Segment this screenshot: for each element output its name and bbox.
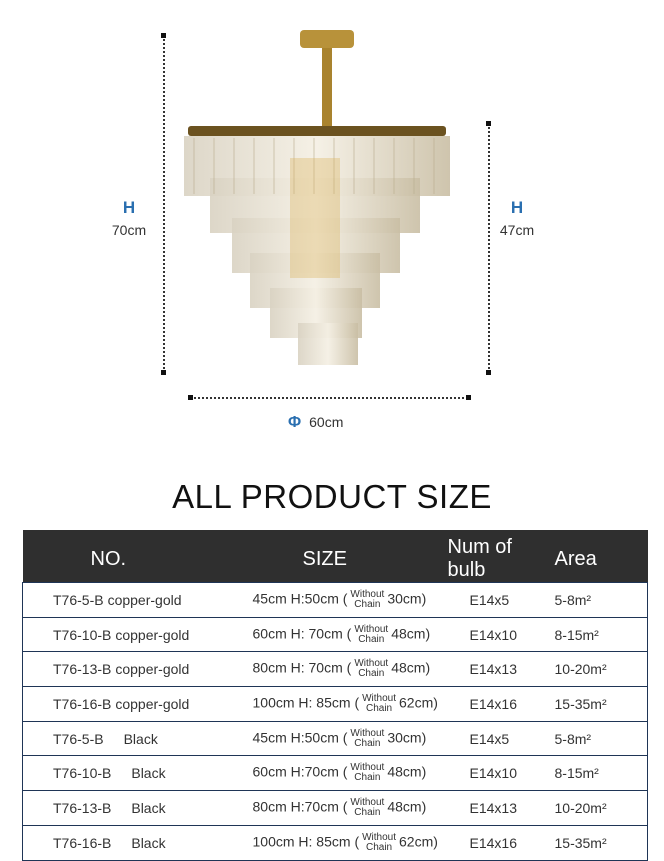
chain-text: Chain xyxy=(358,668,385,680)
finish-name: copper-gold xyxy=(107,591,182,608)
total-height-line xyxy=(163,36,165,372)
without-chain-note xyxy=(362,694,396,714)
height: H:50cm xyxy=(290,729,339,746)
header-area: Area xyxy=(554,547,597,570)
finish-name: copper-gold xyxy=(115,695,190,712)
without-text: Without xyxy=(350,762,385,774)
finish-name: copper-gold xyxy=(115,661,190,678)
cell-size xyxy=(213,687,448,722)
cell-model xyxy=(23,825,213,860)
dim-marker xyxy=(486,121,491,126)
paren-open: ( xyxy=(346,659,352,676)
without-text: Without xyxy=(362,692,397,704)
cell-size xyxy=(213,721,448,756)
cell-area: 5-8m² xyxy=(543,721,648,756)
without-chain-note xyxy=(350,729,384,749)
cell-bulb: E14x10 xyxy=(448,756,543,791)
size-table xyxy=(22,530,648,861)
header-size: SIZE xyxy=(302,547,347,570)
table-row xyxy=(23,583,648,618)
cell-model xyxy=(23,583,213,618)
paren-open: ( xyxy=(354,833,360,850)
cell-model xyxy=(23,652,213,687)
cell-bulb: E14x5 xyxy=(448,721,543,756)
model-number: T76-5-B xyxy=(53,730,104,747)
diameter-value: 60cm xyxy=(309,414,344,430)
chandelier-image xyxy=(170,28,460,368)
cell-bulb: E14x13 xyxy=(448,652,543,687)
without-text: Without xyxy=(354,623,389,635)
cell-area: 10-20m² xyxy=(543,791,648,826)
cell-area: 15-35m² xyxy=(543,825,648,860)
dim-marker xyxy=(188,395,193,400)
chain-text: Chain xyxy=(354,772,381,784)
body-height: 30cm) xyxy=(387,590,427,607)
cell-bulb: E14x16 xyxy=(448,825,543,860)
height-value: 70cm xyxy=(111,222,147,238)
cell-bulb: E14x5 xyxy=(448,583,543,618)
without-chain-note xyxy=(362,833,396,853)
paren-open: ( xyxy=(342,729,348,746)
diameter: 100cm xyxy=(252,833,295,850)
cell-model xyxy=(23,687,213,722)
cell-model xyxy=(23,617,213,652)
height-letter: H xyxy=(122,198,136,217)
cell-area: 8-15m² xyxy=(543,756,648,791)
chain-text: Chain xyxy=(358,633,385,645)
without-text: Without xyxy=(350,588,385,600)
finish-name: Black xyxy=(123,730,158,747)
paren-open: ( xyxy=(342,590,348,607)
body-height: 48cm) xyxy=(387,763,427,780)
height: H:50cm xyxy=(290,590,339,607)
cell-size xyxy=(213,652,448,687)
cell-size xyxy=(213,756,448,791)
finish-name: copper-gold xyxy=(115,626,190,643)
header-bulb: Num of bulb xyxy=(447,536,512,581)
paren-open: ( xyxy=(354,694,360,711)
height: H: 85cm xyxy=(298,833,351,850)
cell-area: 10-20m² xyxy=(543,652,648,687)
model-number: T76-10-B xyxy=(53,765,112,782)
table-row xyxy=(23,791,648,826)
header-no: NO. xyxy=(90,547,127,570)
height: H:70cm xyxy=(290,798,339,815)
chain-text: Chain xyxy=(354,806,381,818)
cell-model xyxy=(23,721,213,756)
body-height: 62cm) xyxy=(399,694,438,711)
without-chain-note xyxy=(354,659,388,679)
paren-open: ( xyxy=(346,625,352,642)
diameter: 80cm xyxy=(252,659,287,676)
without-chain-note xyxy=(350,798,384,818)
paren-open: ( xyxy=(342,763,348,780)
diameter-line xyxy=(190,397,468,399)
height-value: 47cm xyxy=(499,222,535,238)
cell-bulb: E14x13 xyxy=(448,791,543,826)
model-number: T76-16-B xyxy=(53,834,112,851)
without-chain-note xyxy=(354,625,388,645)
cell-model xyxy=(23,791,213,826)
cell-size xyxy=(213,617,448,652)
diameter: 100cm xyxy=(252,694,295,711)
table-row xyxy=(23,652,648,687)
without-text: Without xyxy=(350,796,385,808)
height: H:70cm xyxy=(290,763,339,780)
paren-open: ( xyxy=(342,798,348,815)
table-header-row xyxy=(23,530,648,583)
without-chain-note xyxy=(350,590,384,610)
table-row xyxy=(23,721,648,756)
chain-text: Chain xyxy=(365,702,393,714)
body-height: 30cm) xyxy=(387,729,427,746)
body-height: 62cm) xyxy=(399,833,438,850)
without-text: Without xyxy=(362,831,397,843)
cell-bulb: E14x10 xyxy=(448,617,543,652)
chain-text: Chain xyxy=(354,737,381,749)
model-number: T76-10-B xyxy=(53,626,112,643)
without-text: Without xyxy=(350,727,385,739)
height: H: 70cm xyxy=(290,659,343,676)
model-number: T76-16-B xyxy=(53,695,112,712)
total-height-label xyxy=(104,198,154,238)
table-row xyxy=(23,687,648,722)
body-height-line xyxy=(488,124,490,372)
height: H: 85cm xyxy=(298,694,351,711)
body-height: 48cm) xyxy=(391,659,431,676)
cell-area: 8-15m² xyxy=(543,617,648,652)
finish-name: Black xyxy=(131,834,166,851)
diameter-label xyxy=(288,414,343,432)
height-letter: H xyxy=(510,198,524,217)
chain-text: Chain xyxy=(365,841,393,853)
body-height: 48cm) xyxy=(387,798,427,815)
page-heading: ALL PRODUCT SIZE xyxy=(172,478,492,515)
without-chain-note xyxy=(350,763,384,783)
without-text: Without xyxy=(354,658,389,670)
table-row xyxy=(23,617,648,652)
body-height: 48cm) xyxy=(391,625,431,642)
dim-marker xyxy=(161,370,166,375)
cell-size xyxy=(213,791,448,826)
finish-name: Black xyxy=(131,799,166,816)
dim-marker xyxy=(466,395,471,400)
cell-area: 5-8m² xyxy=(543,583,648,618)
dim-marker xyxy=(486,370,491,375)
diameter: 45cm xyxy=(252,729,287,746)
diameter: 60cm xyxy=(252,763,287,780)
body-height-label xyxy=(494,198,540,238)
height: H: 70cm xyxy=(290,625,343,642)
cell-bulb: E14x16 xyxy=(448,687,543,722)
cell-size xyxy=(213,825,448,860)
diameter: 80cm xyxy=(252,798,287,815)
cell-area: 15-35m² xyxy=(543,687,648,722)
table-row xyxy=(23,825,648,860)
finish-name: Black xyxy=(131,765,166,782)
diameter-symbol: Φ xyxy=(288,414,302,431)
diameter: 60cm xyxy=(252,625,287,642)
cell-model xyxy=(23,756,213,791)
cell-size xyxy=(213,583,448,618)
model-number: T76-13-B xyxy=(53,661,112,678)
table-row xyxy=(23,756,648,791)
model-number: T76-5-B xyxy=(53,591,104,608)
model-number: T76-13-B xyxy=(53,799,112,816)
dim-marker xyxy=(161,33,166,38)
diameter: 45cm xyxy=(252,590,287,607)
chain-text: Chain xyxy=(354,598,381,610)
